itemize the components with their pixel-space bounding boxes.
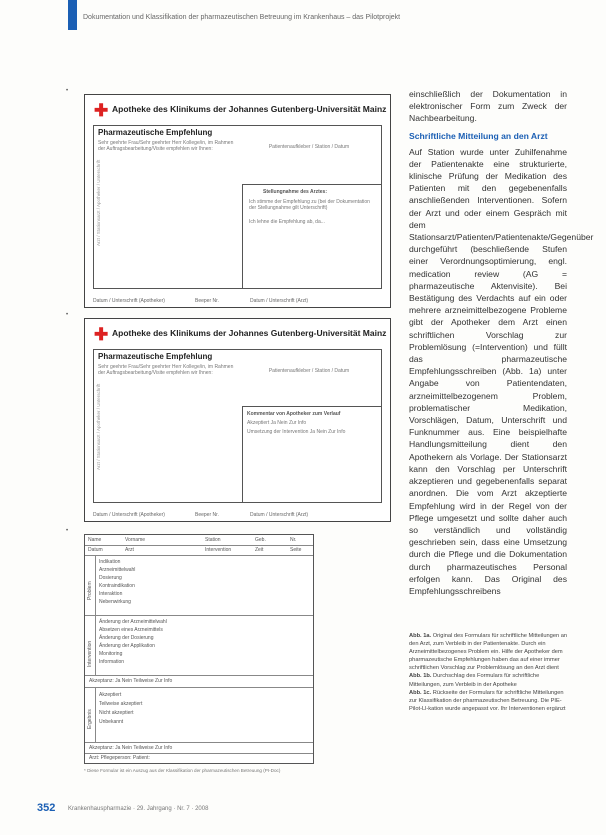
footer-beeper: Beeper Nr.	[195, 298, 219, 304]
header-time: Zeit	[255, 547, 264, 553]
journal-color-bar	[68, 0, 77, 30]
intervention-item: Monitoring	[99, 651, 123, 657]
patient-label: Patientenaufkleber / Station / Datum	[268, 144, 350, 150]
header-name: Name	[88, 537, 102, 543]
form-frame	[93, 125, 382, 289]
form-title: Apotheke des Klinikums der Johannes Gutenberg-Universität Mainz	[112, 104, 387, 114]
caption-text: Durchschlag des Formulars für schriftliche Mitteilungen, zum Verbleib in der Apotheke	[409, 673, 540, 688]
figure-caption	[409, 632, 569, 713]
caption-1a	[409, 632, 569, 672]
header-number: Nr.	[290, 537, 297, 543]
section-label: Intervention	[87, 640, 93, 667]
form-frame	[93, 349, 382, 503]
table-divider	[85, 615, 313, 616]
header-firstname: Vorname	[125, 537, 146, 543]
footer-pharmacist: Datum / Unterschrift (Apotheker)	[93, 298, 165, 304]
comment-line-1: Akzeptiert Ja Nein Zur Info	[247, 420, 307, 426]
problem-item: Kontraindikation	[99, 583, 135, 589]
form-intro: Sehr geehrte Frau/Sehr geehrter Herr Kollege/in, im Rahmen der Auftragsbearbeitung/Visite empfehlen wir Ihnen:	[98, 364, 234, 376]
journal-citation: Krankenhauspharmazie · 29. Jahrgang · Nr. 7 · 2008	[68, 806, 209, 812]
problem-item: Arzneimittelwahl	[99, 567, 136, 573]
table-divider	[85, 545, 313, 546]
result-item: Nicht akzeptiert	[99, 710, 134, 716]
footer-pharmacist: Datum / Unterschrift (Apotheker)	[93, 512, 165, 518]
intervention-item: Änderung der Dosierung	[99, 635, 154, 641]
pharmacy-cross-icon: ✚	[94, 101, 109, 120]
section-label: Ergebnis	[87, 709, 93, 729]
caption-text: Rückseite der Formulars für schriftliche Mitteilungen zur Klassifikation der pharmazeutischen Betreuung. Die PIE-Pilot-Ll-kation wurde angepasst vor. Ihr Interventionen ergänzt	[409, 689, 566, 712]
section-heading: Schriftliche Mitteilung an den Arzt	[409, 130, 548, 141]
form-intro: Sehr geehrte Frau/Sehr geehrter Herr Kollege/in, im Rahmen der Auftragsbearbeitung/Visite empfehlen wir Ihnen:	[98, 140, 234, 152]
section-problem	[85, 555, 96, 615]
header-date: Datum	[88, 547, 103, 553]
footer-row: Arzt: Pflegeperson: Patient:	[89, 755, 150, 761]
table-divider	[85, 742, 313, 743]
problem-item: Interaktion	[99, 591, 123, 597]
footer-physician: Datum / Unterschrift (Arzt)	[250, 298, 309, 304]
caption-label: Abb. 1c.	[409, 689, 432, 696]
section-label: Problem	[87, 581, 93, 600]
caption-1c	[409, 689, 569, 713]
body-text-column	[409, 88, 594, 597]
section-intervention	[85, 615, 96, 675]
physician-response-box	[242, 184, 381, 288]
caption-text: Original des Formulars für schriftliche Mitteilungen an den Arzt, zum Verbleib in der Patientenakte. Durch ein Arzneimittelbezogenes Problem ein. Hilfe der Apotheker dem pharmazeutische Empfehlungen haben das auf einer immer schriftlichen Vorschlag zur Problemlösung an den Arzt dient	[409, 633, 568, 672]
marker-a: •	[66, 88, 69, 94]
body-paragraph-1: einschließlich der Dokumentation in elektronischer Form zum Zweck der Nachbearbeitung.	[409, 89, 567, 124]
marker-b: •	[66, 312, 69, 318]
table-divider	[85, 555, 313, 556]
form-vertical-label: Arzt / Stationsarzt / Apotheker / Unterschrift	[96, 383, 101, 470]
recommendation-form-original	[84, 94, 391, 308]
marker-c: •	[66, 528, 69, 534]
comment-line-2: Umsetzung der Intervention Ja Nein Zur Info	[247, 429, 346, 435]
footer-beeper: Beeper Nr.	[195, 512, 219, 518]
form-subtitle: Pharmazeutische Empfehlung	[98, 352, 213, 361]
result-item: Teilweise akzeptiert	[99, 701, 143, 707]
result-item: Unbekannt	[99, 719, 124, 725]
page-number: 352	[37, 802, 56, 814]
response-option-2: Ich lehne die Empfehlung ab, da...	[249, 219, 325, 225]
header-page: Seite	[290, 547, 302, 553]
patient-label: Patientenaufkleber / Station / Datum	[268, 368, 350, 374]
response-option-1: Ich stimme der Empfehlung zu (bei der Dokumentation der Stellungnahme gilt Unterschrift)	[249, 199, 370, 211]
classification-form-reverse	[84, 534, 314, 764]
problem-item: Nebenwirkung	[99, 599, 131, 605]
response-title: Stellungnahme des Arztes:	[263, 189, 327, 195]
header-birth: Geb.	[255, 537, 266, 543]
result-item: Akzeptiert	[99, 692, 122, 698]
form-vertical-label: Arzt / Stationsarzt / Apotheker / Unterschrift	[96, 159, 101, 246]
section-result	[85, 687, 96, 742]
running-header: Dokumentation und Klassifikation der pharmazeutischen Betreuung im Krankenhaus – das Pilotprojekt	[83, 14, 401, 21]
caption-label: Abb. 1a.	[409, 633, 432, 639]
intervention-item: Information	[99, 659, 125, 665]
pharmacist-comment-box	[242, 406, 381, 502]
header-station: Station	[205, 537, 221, 543]
intervention-item: Änderung der Arzneimittelwahl	[99, 619, 167, 625]
table-divider	[85, 675, 313, 676]
pharmacy-cross-icon: ✚	[94, 325, 109, 344]
problem-item: Indikation	[99, 559, 121, 565]
comment-title: Kommentar von Apotheker zum Verlauf	[247, 411, 341, 417]
intervention-item: Absetzen eines Arzneimittels	[99, 627, 163, 633]
form-title: Apotheke des Klinikums der Johannes Gutenberg-Universität Mainz	[112, 328, 387, 338]
table-divider	[85, 687, 313, 688]
form-footnote: * Diese Formular ist ein Auszug aus der Klassifikation der pharmazeutischen Betreuung (PI-Doc)	[84, 768, 281, 773]
problem-item: Dosierung	[99, 575, 122, 581]
header-physician: Arzt	[125, 547, 134, 553]
intervention-item: Änderung der Applikation	[99, 643, 155, 649]
acceptance-row-2: Akzeptanz: Ja Nein Teilweise Zur Info	[89, 745, 173, 751]
body-paragraph-2: Auf Station wurde unter Zuhilfenahme der Patientenakte eine strukturierte, klinische Prüfung der Medikation des Patienten mit den gegebenenfalls anschließenden Interventionen. Sofern der Arzt und oder einem Gespräch mit dem Stationsarzt/Patienten/Patientenakte/Gegenüber durchgeführt (beschließende Stufen einer Verordnungsoptimierung, engl. medication review (AG = pharmazeutische Aktenvisite). Bei Bestätigung des Verdachts auf ein oder mehrere arzneimittelbezogene Probleme gibt der Apotheker dem Arzt einen schriftlichen Vorschlag zur Problemlösung (=Intervention) und füllt das pharmazeutische Empfehlungsschreiben (Abb. 1a) unter Angabe von Patientendaten, arzneimittelbezogenem Problem, problematischer Medikation, Vorschlägen, Datum, Unterschrift und Funknummer aus. Eine beispielhafte Handlungsmitteilung dient den Apothekern als Vorlage. Der Stationsarzt kann den Vorschlag per Unterschrift akzeptieren und gegebenenfalls separat anordnen. Die vom Arzt akzeptierte Empfehlung wird in der Regel von der Pflege umgesetzt und sollte daher auch so verständlich und vollständig geschrieben sein, dass eine Umsetzung durch die Pflege und die Dokumentation durch pharmazeutisches Personal erfolgen kann. Das Original des Empfehlungsschreibens	[409, 146, 594, 596]
caption-label: Abb. 1b.	[409, 673, 432, 680]
table-divider	[85, 753, 313, 754]
footer-physician: Datum / Unterschrift (Arzt)	[250, 512, 309, 518]
acceptance-row: Akzeptanz: Ja Nein Teilweise Zur Info	[89, 678, 173, 684]
header-intervention: Intervention	[205, 547, 232, 553]
recommendation-form-copy	[84, 318, 391, 522]
caption-1b	[409, 672, 569, 688]
form-subtitle: Pharmazeutische Empfehlung	[98, 128, 213, 137]
